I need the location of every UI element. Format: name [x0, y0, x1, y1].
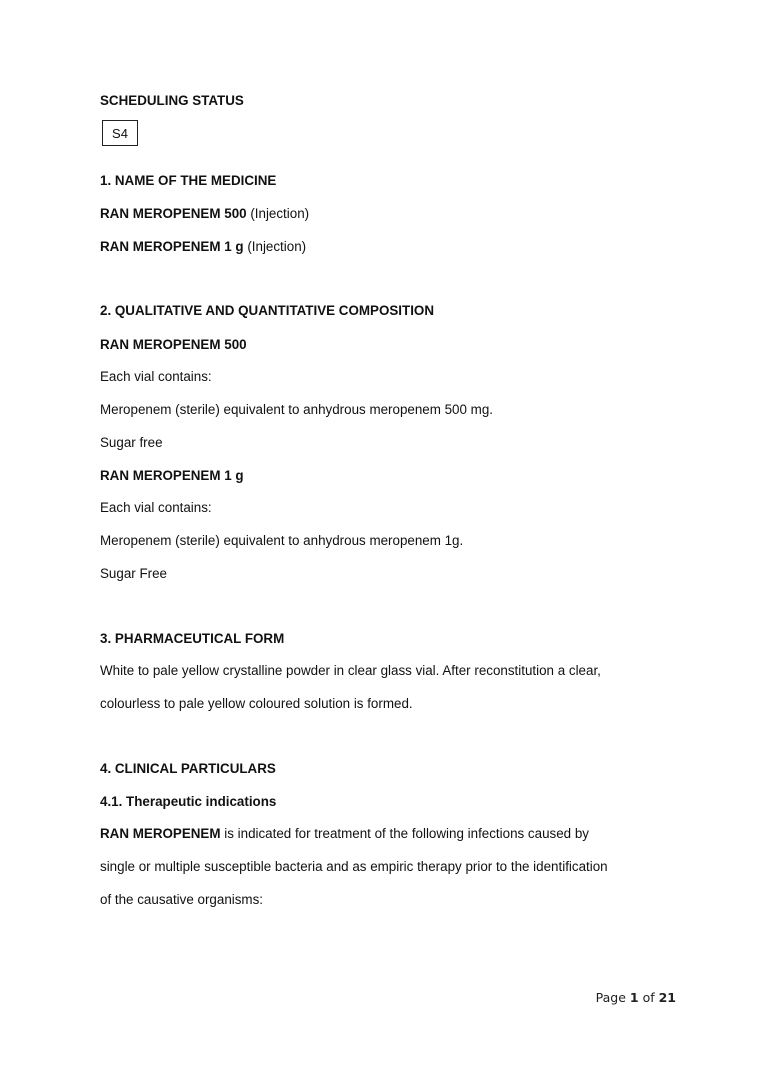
section-4-1-subheading: 4.1. Therapeutic indications — [100, 794, 277, 809]
vial-contents-label: Each vial contains: — [100, 369, 212, 384]
medicine-name: RAN MEROPENEM 500 — [100, 206, 247, 221]
section-3-heading: 3. PHARMACEUTICAL FORM — [100, 631, 285, 646]
indications-line: single or multiple susceptible bacteria and as empiric therapy prior to the identification — [100, 859, 608, 874]
section-2-heading: 2. QUALITATIVE AND QUANTITATIVE COMPOSITION — [100, 303, 435, 318]
vial-contents-label: Each vial contains: — [100, 500, 212, 515]
scheduling-status-heading: SCHEDULING STATUS — [100, 93, 244, 108]
total-pages: 21 — [658, 990, 676, 1005]
medicine-name-line — [100, 206, 309, 222]
page-word: Page — [595, 990, 630, 1005]
product-name: RAN MEROPENEM 1 g — [100, 468, 244, 483]
sugar-statement: Sugar free — [100, 435, 163, 450]
form-description-line: White to pale yellow crystalline powder in clear glass vial. After reconstitution a clear, — [100, 663, 601, 678]
section-4-heading: 4. CLINICAL PARTICULARS — [100, 761, 276, 776]
medicine-form: (Injection) — [243, 239, 307, 254]
indications-lead-line — [100, 826, 589, 842]
sugar-statement: Sugar Free — [100, 566, 167, 581]
form-description-line: colourless to pale yellow coloured solution is formed. — [100, 696, 413, 711]
current-page: 1 — [629, 990, 639, 1005]
medicine-name: RAN MEROPENEM 1 g — [100, 239, 244, 254]
section-1-heading: 1. NAME OF THE MEDICINE — [100, 173, 277, 188]
medicine-name-line — [100, 239, 306, 255]
page-number — [596, 990, 676, 1005]
product-name-bold: RAN MEROPENEM — [100, 826, 221, 841]
composition-text: Meropenem (sterile) equivalent to anhydrous meropenem 500 mg. — [100, 402, 493, 417]
indications-line: of the causative organisms: — [100, 892, 264, 907]
composition-text: Meropenem (sterile) equivalent to anhydrous meropenem 1g. — [100, 533, 464, 548]
medicine-form: (Injection) — [246, 206, 310, 221]
indications-lead-text: is indicated for treatment of the following infections caused by — [220, 826, 589, 841]
of-word: of — [638, 990, 659, 1005]
schedule-status-box: S4 — [102, 120, 138, 146]
product-name: RAN MEROPENEM 500 — [100, 337, 247, 352]
